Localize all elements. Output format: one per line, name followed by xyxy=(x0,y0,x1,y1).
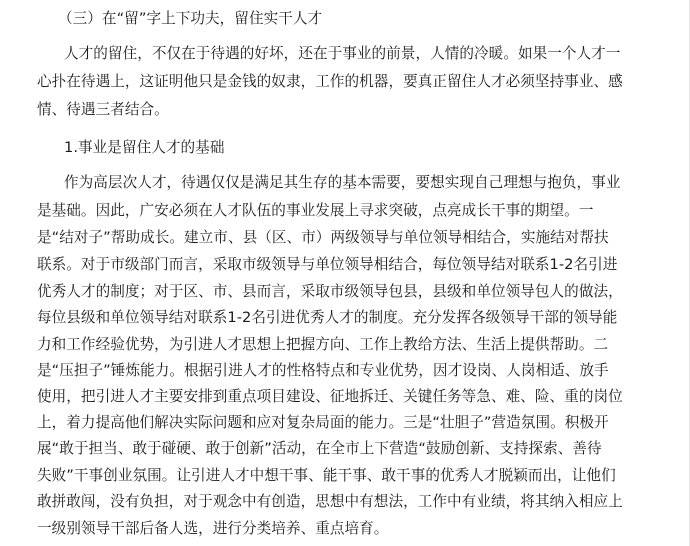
body-line-5: 优秀人才的制度；对于区、市、县而言，采取市级领导包县，县级和单位领导包人的做法， xyxy=(37,283,623,300)
body-line-3: 是“结对子”帮助成长。建立市、县（区、市）两级领导与单位领导相结合，实施结对帮扶 xyxy=(37,229,609,246)
body-line-10: 上，着力提高他们解决实际问题和应对复杂局面的能力。三是“壮胆子”营造氛围。积极开 xyxy=(37,414,609,431)
body-line-7: 力和工作经验优势，为引进人才思想上把握方向、工作上教给方法、生活上提供帮助。二 xyxy=(37,336,609,353)
body-line-12: 失败”干事创业氛围。让引进人才中想干事、能干事、敢干事的优秀人才脱颖而出，让他们 xyxy=(37,467,616,484)
intro-line-2: 心扑在待遇上，这证明他只是金钱的奴隶，工作的机器，要真正留住人才必须坚持事业、感 xyxy=(37,73,623,90)
body-line-4: 联系。对于市级部门而言，采取市级领导与单位领导相结合，每位领导结对联系1-2名引进 xyxy=(37,256,618,273)
body-line-11: 展“敢于担当、敢于碰硬、敢于创新”活动，在全市上下营造“鼓励创新、支持探索、善待 xyxy=(37,440,602,457)
subsection-heading: 1.事业是留住人才的基础 xyxy=(64,139,225,156)
intro-line-1: 人才的留住，不仅在于待遇的好坏，还在于事业的前景，人情的冷暖。如果一个人才一 xyxy=(64,45,621,62)
body-line-2: 是基础。因此，广安必须在人才队伍的事业发展上寻求突破，点亮成长干事的期望。一 xyxy=(37,202,594,219)
body-line-13: 敢拼敢闯，没有负担，对于观念中有创造，思想中有想法，工作中有业绩，将其纳入相应上 xyxy=(37,493,623,510)
body-line-8: 是“压担子”锤炼能力。根据引进人才的性格特点和专业优势，因才设岗、人岗相适、放手 xyxy=(37,362,609,379)
body-line-9: 使用，把引进人才主要安排到重点项目建设、征地拆迁、关键任务等急、难、险、重的岗位 xyxy=(37,388,623,405)
body-line-14: 一级别领导干部后备人选，进行分类培养、重点培育。 xyxy=(37,520,389,537)
body-line-6: 每位县级和单位领导结对联系1-2名引进优秀人才的制度。充分发挥各级领导干部的领导能 xyxy=(37,309,618,326)
section-heading: （三）在“留”字上下功夫，留住实干人才 xyxy=(58,10,323,27)
intro-line-3: 情、待遇三者结合。 xyxy=(37,101,169,118)
body-line-1: 作为高层次人才，待遇仅仅是满足其生存的基本需要，要想实现自己理想与抱负，事业 xyxy=(64,174,621,191)
